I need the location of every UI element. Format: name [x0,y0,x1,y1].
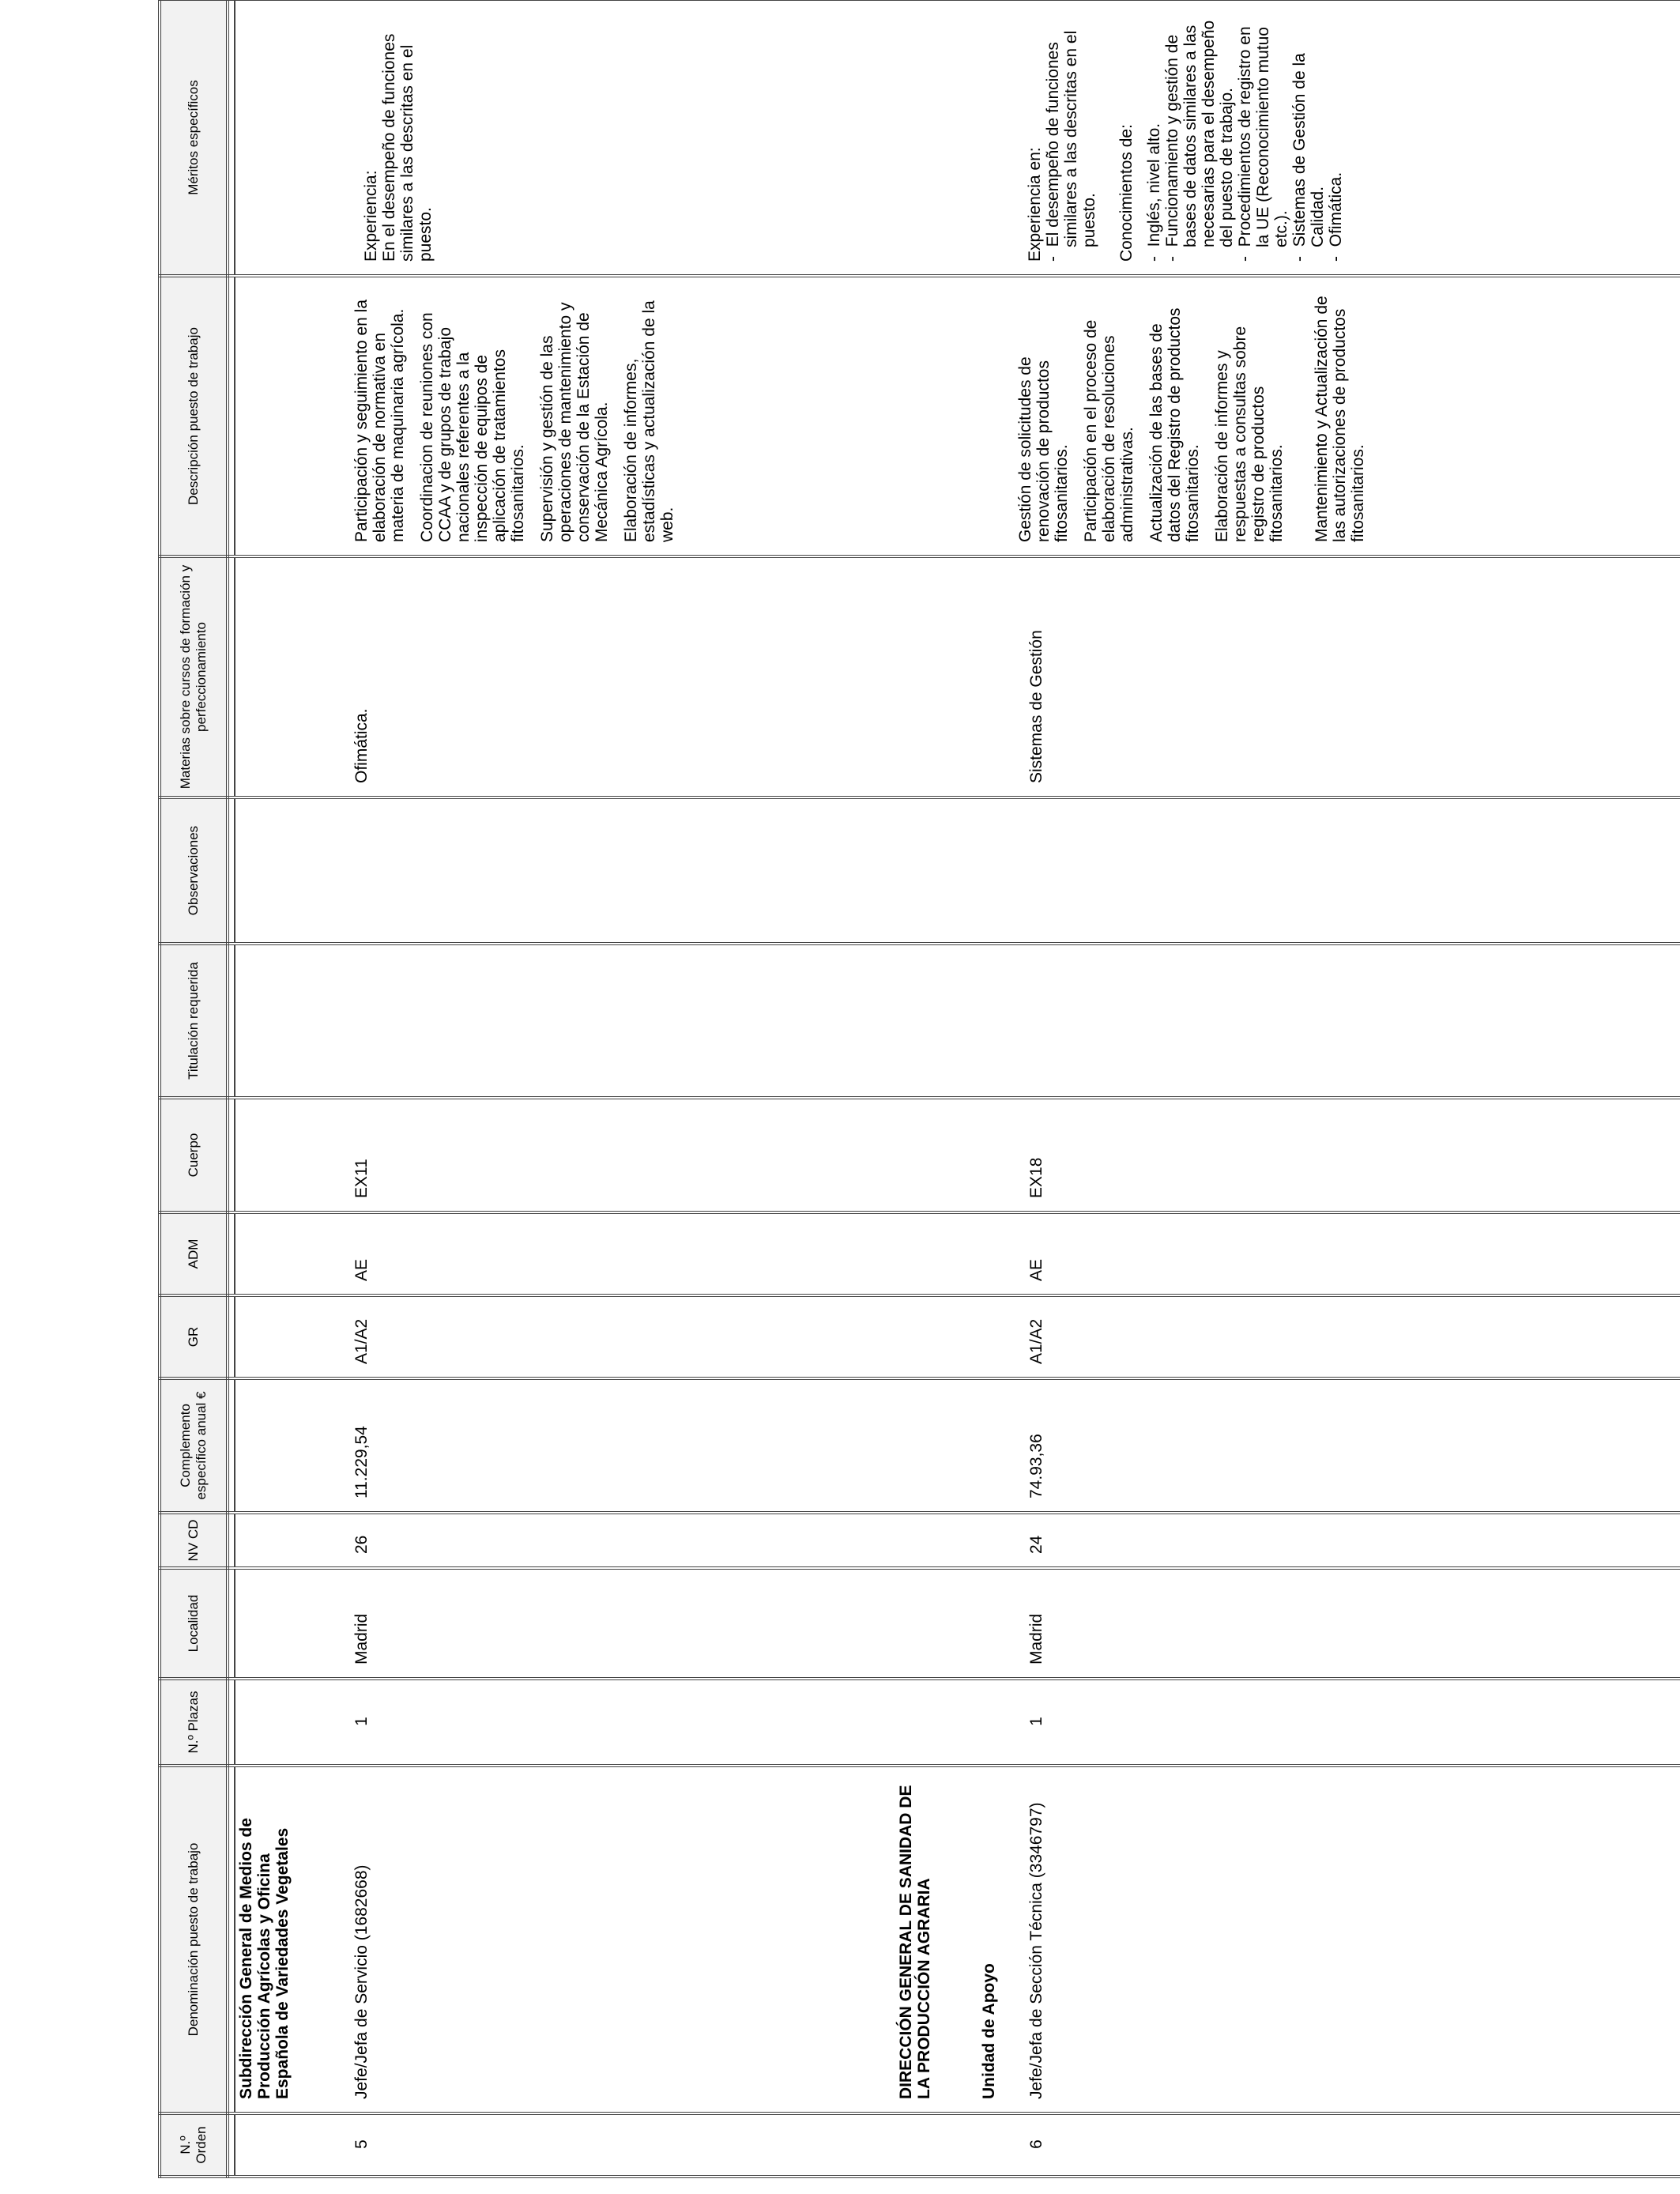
row5-nvcd: 26 [352,1535,371,1554]
list-item: - Sistemas de Gestión de la Calidad. [1290,53,1327,262]
row6-materias: Sistemas de Gestión [1027,630,1045,783]
cell-adm [235,1212,1680,1295]
row5-complemento: 11.229,54 [352,1426,371,1498]
cell-cuerpo [235,1098,1680,1212]
cell-nvcd [235,1513,1680,1568]
row6-localidad: Madrid [1027,1613,1045,1664]
row5-cuerpo: EX11 [352,1159,371,1198]
cell-denominacion [235,1766,1680,2113]
header-descripcion: Descripción puesto de trabajo [160,276,228,556]
list-item: - Inglés, nivel alto. [1145,123,1163,262]
header-plazas: N.º Plazas [160,1679,228,1766]
cell-gr [235,1295,1680,1378]
header-adm: ADM [160,1212,228,1295]
header-titulacion: Titulación requerida [160,944,228,1098]
row6-adm: AE [1027,1258,1045,1281]
row5-desc-4: Elaboración de informes, estadísticas y actualización de la web. [622,300,676,542]
row5-adm: AE [352,1258,371,1281]
row5-orden: 5 [352,2139,371,2149]
cell-meritos [235,0,1680,276]
row6-knowledge-list [1145,12,1345,262]
row5-localidad: Madrid [352,1613,371,1664]
row6-experience-title: Experiencia en: [1026,147,1044,262]
list-item: - Ofimática. [1327,172,1345,262]
header-spacer-row [228,0,235,2177]
job-positions-table [158,0,1680,2178]
section2-unit: Unidad de Apoyo [980,1963,998,2099]
list-item: - Procedimientos de registro en la UE (Reconocimiento mutuo etc.). [1236,26,1290,262]
cell-localidad [235,1568,1680,1679]
header-complemento: Complemento específico anual € [160,1378,228,1513]
row6-experience-list [1044,12,1098,262]
row5-desc-3: Supervisión y gestión de las operaciones de mantenimiento y conservación de la Estación de Mecánica Agrícola. [538,302,611,542]
section2-title: DIRECCIÓN GENERAL DE SANIDAD DE LA PRODUCCIÓN AGRARIA [897,1785,933,2099]
row6-gr: A1/A2 [1027,1318,1045,1364]
row5-meritos-text: En el desempeño de funciones similares a las descritas en el puesto. [380,33,435,262]
cell-materias [235,556,1680,797]
table-body-row [235,0,1680,2177]
row6-desc-1: Gestión de solicitudes de renovación de productos fitosanitarios. [1016,356,1071,542]
cell-complemento [235,1378,1680,1513]
section1-title: Subdirección General de Medios de Producción Agrícolas y Oficina Española de Variedades Vegetales [237,1818,292,2099]
cell-orden [235,2113,1680,2177]
row6-desc-2: Participación en el proceso de elaboración de resoluciones administrativas. [1082,319,1136,542]
list-item: - El desempeño de funciones similares a las descritas en el puesto. [1044,30,1098,262]
row6-plazas: 1 [1027,1717,1045,1726]
row5-materias: Ofimática. [352,708,371,783]
list-item: - Funcionamiento y gestión de bases de datos similares a las necesarias para el desempeño del puesto de trabajo. [1163,20,1236,262]
header-observaciones: Observaciones [160,797,228,944]
header-localidad: Localidad [160,1568,228,1679]
cell-titulacion [235,944,1680,1098]
header-row [160,0,228,2177]
row6-complemento: 74.93,36 [1027,1434,1045,1498]
row6-desc-5: Mantenimiento y Actualización de las autorizaciones de productos fitosanitarios. [1313,296,1367,542]
row5-gr: A1/A2 [352,1318,371,1364]
header-materias: Materias sobre cursos de formación y perfeccionamiento [160,556,228,797]
header-orden: N.º Orden [160,2113,228,2177]
row5-meritos-title: Experiencia: [362,170,380,262]
row5-desc-2: Coordinacion de reuniones con CCAA y de grupos de trabajo nacionales referentes a la inspección de equipos de aplicación de tratamientos fitosanitarios. [418,312,527,542]
row6-orden: 6 [1027,2139,1045,2149]
header-cuerpo: Cuerpo [160,1098,228,1212]
row6-nvcd: 24 [1027,1535,1045,1554]
row6-desc-3: Actualización de las bases de datos del Registro de productos fitosanitarios. [1147,307,1202,542]
header-gr: GR [160,1295,228,1378]
header-meritos: Méritos específicos [160,0,228,276]
cell-plazas [235,1679,1680,1766]
cell-observaciones [235,797,1680,944]
row5-denominacion: Jefe/Jefa de Servicio (1682668) [352,1864,371,2099]
row6-cuerpo: EX18 [1027,1157,1045,1198]
row5-desc-1: Participación y seguimiento en la elaboración de normativa en materia de maquinaria agrícola. [352,299,407,542]
header-denominacion: Denominación puesto de trabajo [160,1766,228,2113]
cell-descripcion [235,276,1680,556]
header-nvcd: NV CD [160,1513,228,1568]
row6-denominacion: Jefe/Jefa de Sección Técnica (3346797) [1027,1802,1045,2099]
row6-desc-4: Elaboración de informes y respuestas a consultas sobre registro de productos fitosanitarios. [1213,326,1286,542]
row5-plazas: 1 [352,1717,371,1726]
row6-knowledge-title: Conocimientos de: [1117,124,1136,262]
